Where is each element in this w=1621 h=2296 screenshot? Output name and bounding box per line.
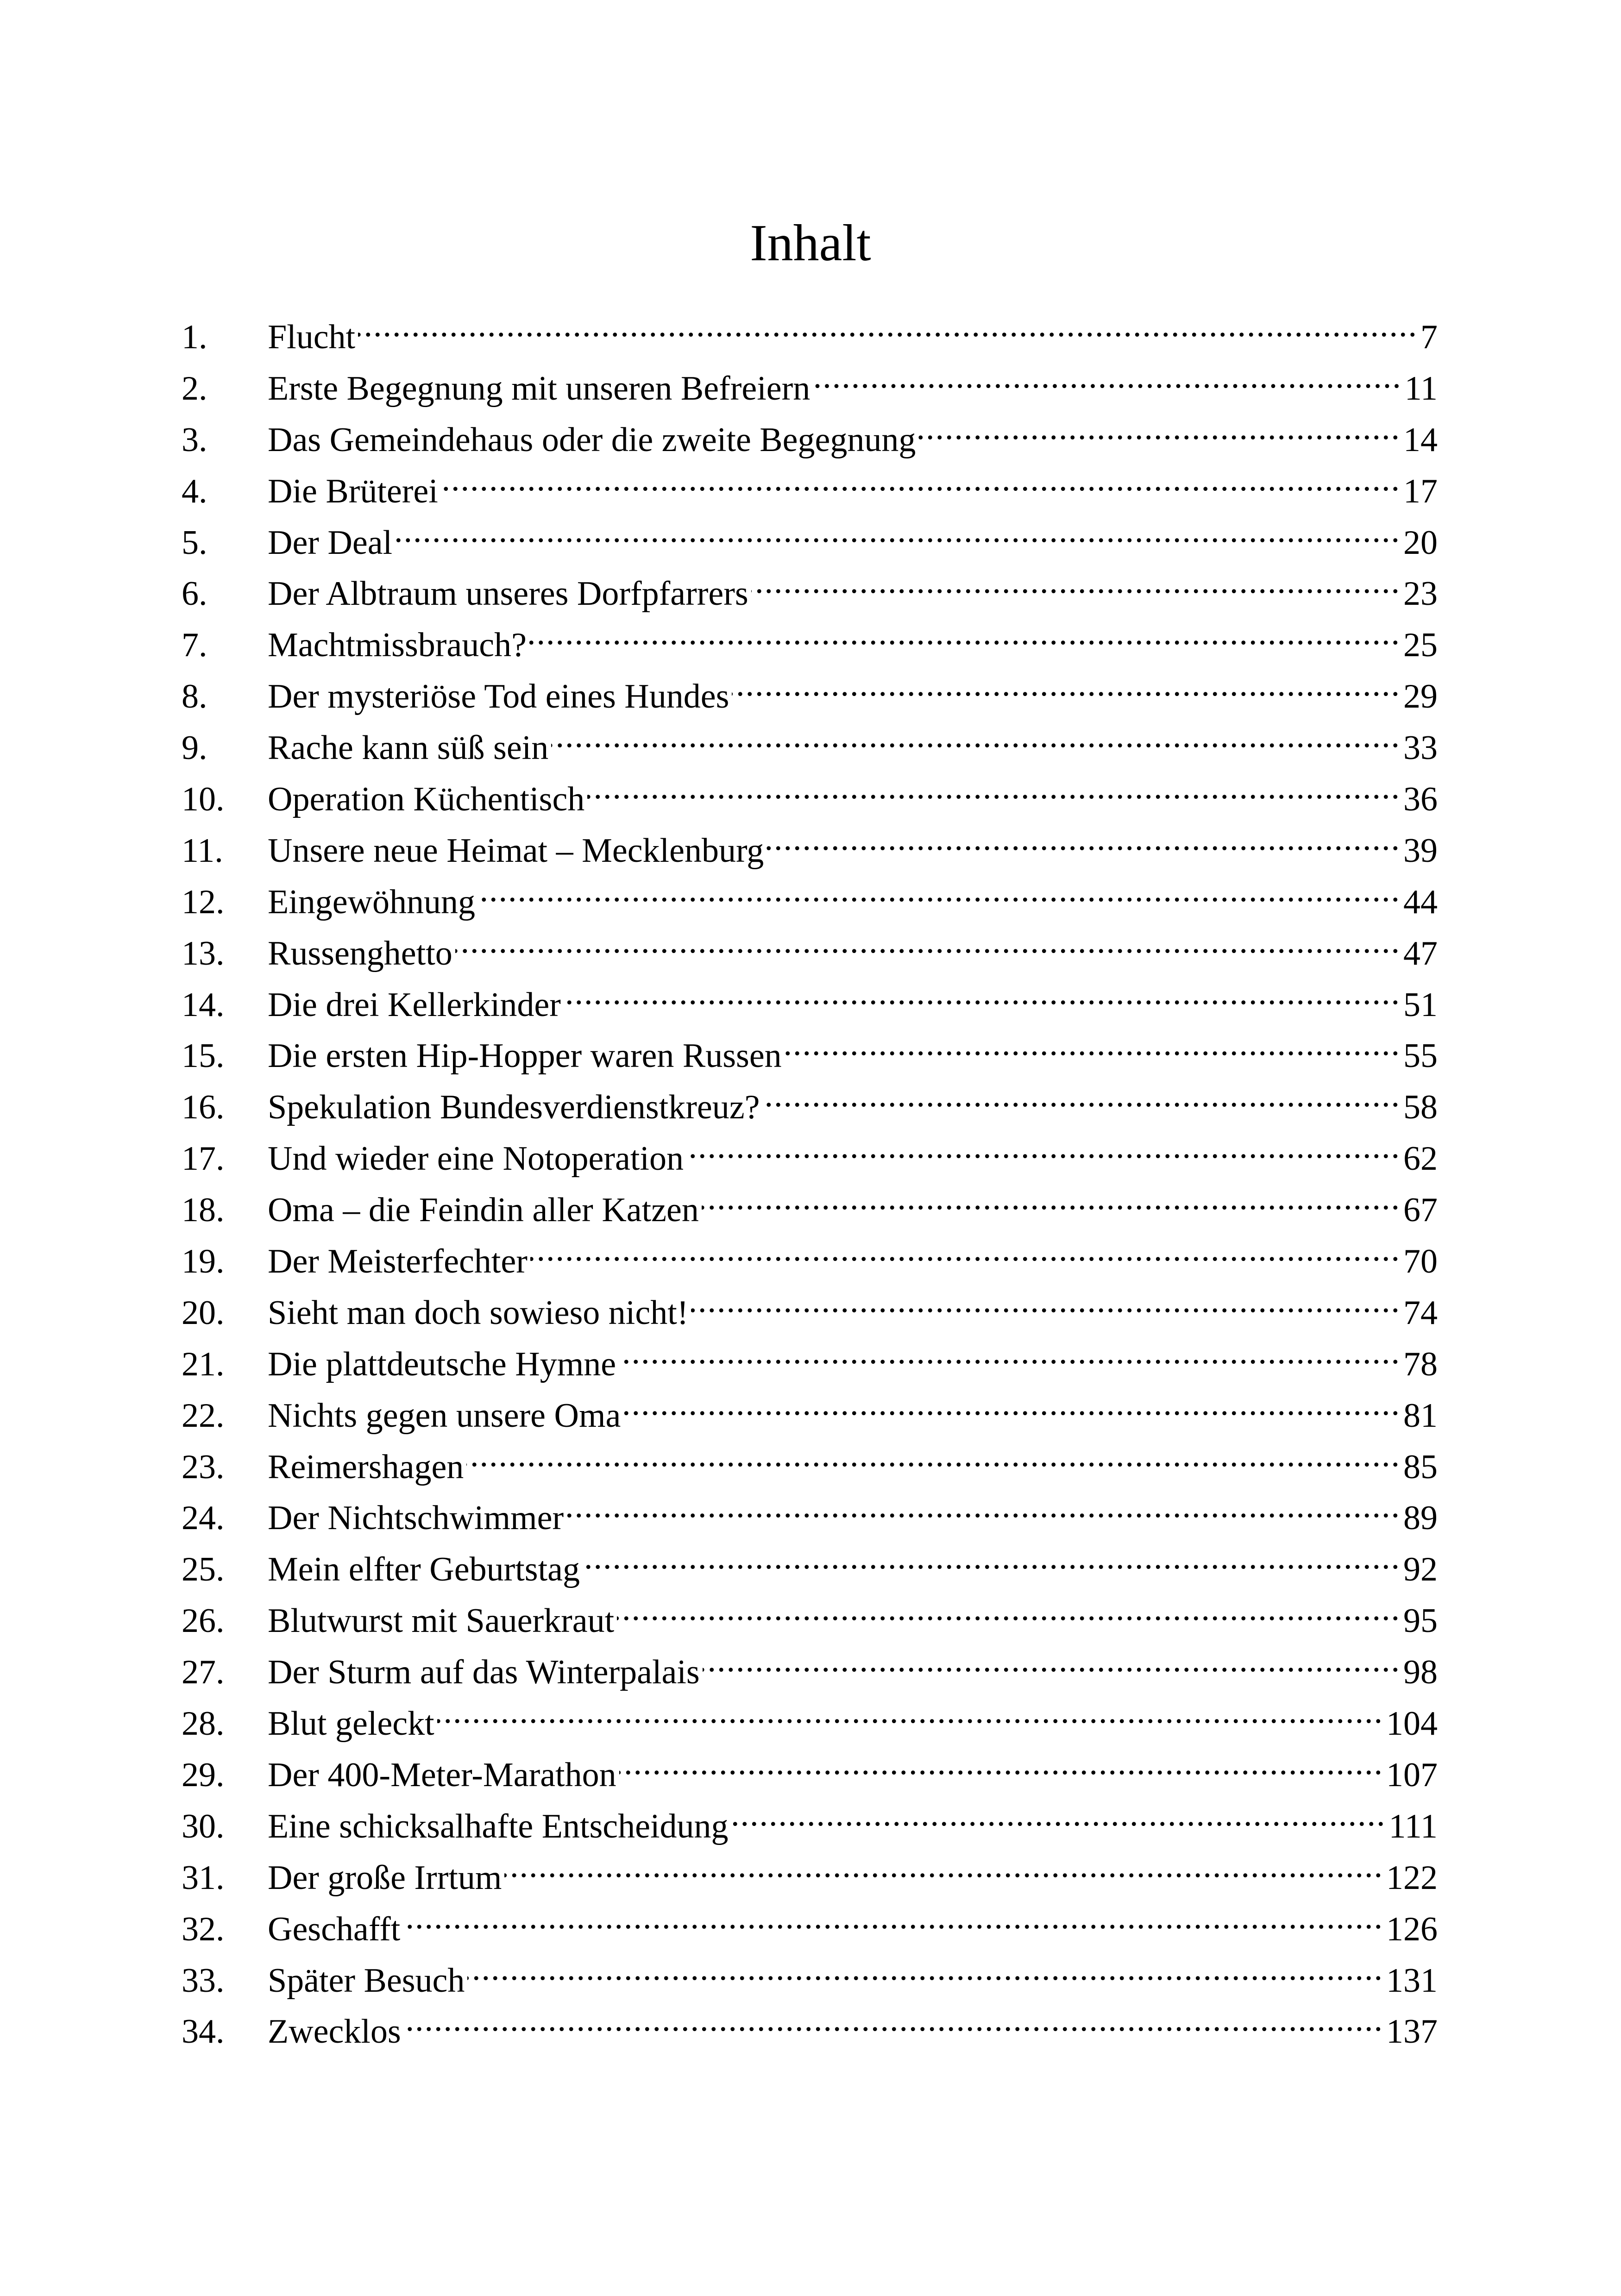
toc-entry[interactable]: [182, 508, 1438, 562]
toc-entry[interactable]: [182, 867, 1438, 921]
toc-entry-title: Die plattdeutsche Hymne: [268, 1345, 616, 1383]
toc-entry-number: 4.: [182, 472, 207, 510]
toc-entry-page: 44: [1403, 883, 1438, 921]
toc-dot-leader: [731, 1791, 1386, 1838]
toc-dot-leader: [619, 1740, 1383, 1786]
toc-entry-number: 9.: [182, 729, 207, 767]
toc-entry-page: 70: [1403, 1242, 1438, 1281]
toc-entry[interactable]: [182, 610, 1438, 665]
toc-entry[interactable]: [182, 1945, 1438, 2000]
toc-entry-number: 28.: [182, 1705, 225, 1743]
toc-dot-leader: [403, 1894, 1383, 1940]
toc-entry-page: 55: [1403, 1037, 1438, 1075]
toc-dot-leader: [686, 1123, 1401, 1170]
toc-dot-leader: [703, 1637, 1401, 1683]
toc-entry[interactable]: [182, 1688, 1438, 1743]
toc-entry-page: 17: [1403, 472, 1438, 510]
toc-entry[interactable]: [182, 1072, 1438, 1127]
toc-entry[interactable]: [182, 1021, 1438, 1075]
toc-dot-leader: [785, 1021, 1401, 1067]
toc-entry-number: 25.: [182, 1550, 225, 1589]
toc-entry[interactable]: [182, 661, 1438, 716]
toc-entry-number: 18.: [182, 1191, 225, 1230]
toc-entry[interactable]: [182, 1175, 1438, 1230]
toc-entry-number: 23.: [182, 1448, 225, 1486]
toc-entry-title: Oma – die Feindin aller Katzen: [268, 1191, 699, 1230]
toc-entry-number: 8.: [182, 678, 207, 716]
toc-entry[interactable]: [182, 918, 1438, 970]
toc-entry-page: 39: [1403, 831, 1438, 870]
toc-entry[interactable]: [182, 1791, 1438, 1843]
toc-entry-number: 11.: [182, 831, 223, 870]
toc-entry-title: Der große Irrtum: [268, 1858, 502, 1897]
toc-entry-title: Nichts gegen unsere Oma: [268, 1396, 621, 1435]
toc-dot-leader: [564, 970, 1401, 1016]
toc-entry-title: Die Brüterei: [268, 472, 438, 510]
toc-entry-number: 31.: [182, 1858, 225, 1897]
toc-entry-title: Zwecklos: [268, 2013, 401, 2051]
toc-entry-number: 22.: [182, 1396, 225, 1435]
toc-entry-page: 33: [1403, 729, 1438, 767]
toc-entry-number: 30.: [182, 1807, 225, 1845]
toc-entry-page: 111: [1389, 1807, 1438, 1845]
toc-entry-number: 24.: [182, 1499, 225, 1537]
toc-dot-leader: [767, 816, 1401, 862]
toc-entry-title: Das Gemeindehaus oder die zweite Begegnung: [268, 420, 916, 459]
toc-entry-page: 122: [1386, 1858, 1438, 1897]
toc-entry-number: 27.: [182, 1653, 225, 1692]
toc-entry-page: 107: [1386, 1756, 1438, 1794]
toc-entry-title: Spekulation Bundesverdienstkreuz?: [268, 1088, 760, 1127]
toc-entry-number: 33.: [182, 1961, 225, 2000]
toc-dot-leader: [478, 867, 1401, 913]
toc-dot-leader: [619, 1329, 1401, 1375]
toc-dot-leader: [623, 1380, 1401, 1427]
toc-entry-number: 29.: [182, 1756, 225, 1794]
toc-dot-leader: [504, 1843, 1383, 1889]
toc-entry-title: Operation Küchentisch: [268, 780, 585, 819]
toc-entry[interactable]: [182, 1483, 1438, 1537]
toc-entry-title: Der Deal: [268, 523, 393, 562]
toc-dot-leader: [918, 405, 1401, 451]
toc-entry[interactable]: [182, 1278, 1438, 1332]
toc-entry-title: Flucht: [268, 318, 356, 356]
toc-entry-number: 20.: [182, 1293, 225, 1332]
toc-entry-number: 26.: [182, 1602, 225, 1640]
toc-entry-number: 34.: [182, 2013, 225, 2051]
toc-dot-leader: [437, 1688, 1383, 1735]
toc-entry-title: Später Besuch: [268, 1961, 465, 2000]
toc-dot-leader: [702, 1175, 1401, 1221]
toc-entry[interactable]: [182, 1534, 1438, 1589]
toc-entry[interactable]: [182, 1432, 1438, 1486]
toc-entry-page: 81: [1403, 1396, 1438, 1435]
toc-entry-page: 14: [1403, 420, 1438, 459]
toc-entry-page: 92: [1403, 1550, 1438, 1589]
toc-entry-number: 1.: [182, 318, 207, 356]
toc-entry-title: Der Albtraum unseres Dorfpfarrers: [268, 575, 748, 613]
toc-entry-title: Machtmissbrauch?: [268, 626, 527, 665]
toc-entry-title: Die drei Kellerkinder: [268, 985, 561, 1024]
toc-dot-leader: [813, 353, 1401, 400]
toc-entry-page: 89: [1403, 1499, 1438, 1537]
toc-dot-leader: [551, 713, 1401, 759]
toc-entry[interactable]: [182, 970, 1438, 1024]
toc-entry[interactable]: [182, 302, 1438, 356]
toc-entry-title: Erste Begegnung mit unseren Befreiern: [268, 369, 810, 408]
toc-entry-page: 62: [1403, 1140, 1438, 1178]
toc-entry-title: Mein elfter Geburtstag: [268, 1550, 580, 1589]
toc-entry-title: Blut geleckt: [268, 1705, 434, 1743]
toc-entry-title: Russenghetto: [268, 934, 452, 972]
toc-entry-page: 131: [1386, 1961, 1438, 2000]
toc-entry-page: 51: [1403, 985, 1438, 1024]
toc-entry[interactable]: [182, 713, 1438, 767]
toc-entry-page: 126: [1386, 1910, 1438, 1948]
toc-entry-number: 17.: [182, 1140, 225, 1178]
toc-entry-page: 11: [1404, 369, 1438, 408]
toc-entry-page: 36: [1403, 780, 1438, 819]
toc-entry-title: Der mysteriöse Tod eines Hundes: [268, 678, 729, 716]
toc-entry-title: Reimershagen: [268, 1448, 464, 1486]
toc-entry-page: 47: [1403, 934, 1438, 972]
toc-entry-page: 137: [1386, 2013, 1438, 2051]
toc-entry[interactable]: [182, 1996, 1438, 2051]
toc-entry-page: 104: [1386, 1705, 1438, 1743]
toc-entry[interactable]: [182, 1123, 1438, 1178]
toc-entry-number: 5.: [182, 523, 207, 562]
toc-dot-leader: [466, 1432, 1401, 1478]
toc-entry[interactable]: [182, 1843, 1438, 1897]
toc-entry-number: 19.: [182, 1242, 225, 1281]
toc-entry-number: 7.: [182, 626, 207, 665]
toc-entry-page: 98: [1403, 1653, 1438, 1692]
toc-entry-title: Und wieder eine Notoperation: [268, 1140, 684, 1178]
toc-entry-title: Der 400-Meter-Marathon: [268, 1756, 616, 1794]
toc-entry-number: 15.: [182, 1037, 225, 1075]
toc-entry-title: Die ersten Hip-Hopper waren Russen: [268, 1037, 782, 1075]
toc-entry-title: Der Sturm auf das Winterpalais: [268, 1653, 700, 1692]
toc-entry-page: 7: [1420, 318, 1438, 356]
toc-entry-title: Der Nichtschwimmer: [268, 1499, 564, 1537]
toc-entry-page: 85: [1403, 1448, 1438, 1486]
toc-entry-title: Sieht man doch sowieso nicht!: [268, 1293, 689, 1332]
toc-entry-number: 3.: [182, 420, 207, 459]
toc-dot-leader: [530, 1226, 1401, 1273]
toc-entry-page: 67: [1403, 1191, 1438, 1230]
page-title: Inhalt: [750, 214, 871, 272]
toc-entry-page: 20: [1403, 523, 1438, 562]
toc-entry[interactable]: [182, 816, 1438, 870]
toc-entry[interactable]: [182, 558, 1438, 613]
toc-entry-page: 23: [1403, 575, 1438, 613]
toc-dot-leader: [762, 1072, 1401, 1118]
toc-entry-number: 32.: [182, 1910, 225, 1948]
toc-entry[interactable]: [182, 456, 1438, 508]
toc-dot-leader: [529, 610, 1401, 656]
toc-entry-page: 95: [1403, 1602, 1438, 1640]
toc-entry[interactable]: [182, 1329, 1438, 1383]
toc-entry[interactable]: [182, 1637, 1438, 1692]
toc-entry[interactable]: [182, 353, 1438, 408]
toc-entry-number: 14.: [182, 985, 225, 1024]
toc-entry-number: 10.: [182, 780, 225, 819]
toc-entry-page: 25: [1403, 626, 1438, 665]
toc-entry-page: 74: [1403, 1293, 1438, 1332]
toc-dot-leader: [566, 1483, 1401, 1529]
toc-dot-leader: [404, 1996, 1383, 2043]
toc-entry-title: Eine schicksalhafte Entscheidung: [268, 1807, 729, 1845]
toc-dot-leader: [617, 1586, 1401, 1632]
toc-entry-number: 16.: [182, 1088, 225, 1127]
toc-entry-title: Geschafft: [268, 1910, 401, 1948]
toc-entry[interactable]: [182, 764, 1438, 819]
toc-dot-leader: [455, 918, 1401, 965]
toc-entry-number: 13.: [182, 934, 225, 972]
toc-dot-leader: [441, 456, 1401, 502]
toc-dot-leader: [358, 302, 1418, 348]
toc-entry-title: Der Meisterfechter: [268, 1242, 528, 1281]
toc-entry[interactable]: [182, 1586, 1438, 1640]
toc-dot-leader: [732, 661, 1401, 708]
toc-dot-leader: [691, 1278, 1401, 1324]
toc-dot-leader: [587, 764, 1401, 810]
toc-dot-leader: [395, 508, 1401, 554]
toc-dot-leader: [467, 1945, 1383, 1992]
toc-entry-page: 78: [1403, 1345, 1438, 1383]
toc-entry-title: Unsere neue Heimat – Mecklenburg: [268, 831, 764, 870]
toc-entry-number: 12.: [182, 883, 225, 921]
toc-entry[interactable]: [182, 1380, 1438, 1435]
toc-entry-page: 29: [1403, 678, 1438, 716]
table-of-contents: [182, 302, 1438, 2051]
toc-entry-title: Blutwurst mit Sauerkraut: [268, 1602, 615, 1640]
toc-entry-page: 58: [1403, 1088, 1438, 1127]
toc-dot-leader: [751, 558, 1401, 605]
toc-entry[interactable]: [182, 1894, 1438, 1948]
toc-entry[interactable]: [182, 405, 1438, 459]
toc-dot-leader: [583, 1534, 1401, 1581]
toc-entry[interactable]: [182, 1740, 1438, 1794]
toc-entry-number: 2.: [182, 369, 207, 408]
toc-entry-title: Eingewöhnung: [268, 883, 476, 921]
toc-entry-title: Rache kann süß sein: [268, 729, 549, 767]
toc-entry[interactable]: [182, 1226, 1438, 1281]
toc-entry-number: 21.: [182, 1345, 225, 1383]
toc-entry-number: 6.: [182, 575, 207, 613]
